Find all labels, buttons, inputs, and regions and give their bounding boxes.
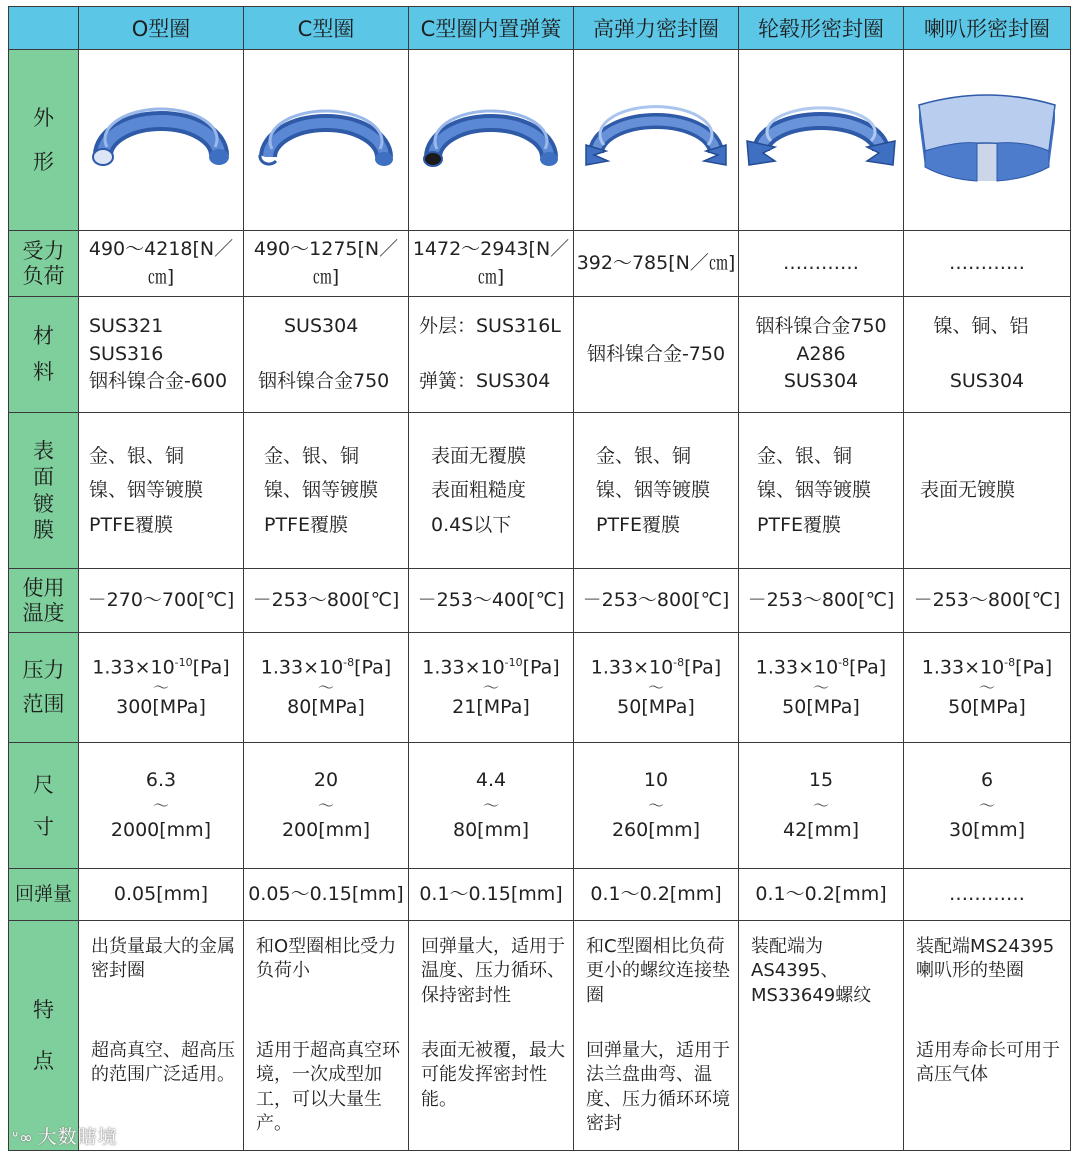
- pressure-cell: $1.33\times 10^{-10}[Pa]$ ～ 300[MPa]: [79, 633, 244, 743]
- material-cell: 外层：SUS316L 弹簧：SUS304: [409, 297, 574, 413]
- header-row: [9, 7, 1071, 50]
- feature-cell: 装配端MS24395喇叭形的垫圈 适用寿命长可用于高压气体: [904, 921, 1071, 1151]
- shape-flare-seal: [904, 50, 1071, 231]
- material-cell: 铟科镍合金750 A286 SUS304: [739, 297, 904, 413]
- o-ring-icon: [81, 85, 241, 195]
- coating-cell: 金、银、铜 镍、铟等镀膜 PTFE覆膜: [574, 413, 739, 569]
- col-flare-seal: 喇叭形密封圈: [904, 7, 1071, 50]
- rebound-cell: 0.05～0.15[mm]: [244, 869, 409, 921]
- watermark-logo-icon: ᐡ∞: [12, 1128, 34, 1147]
- coating-cell: 表面无镀膜: [904, 413, 1071, 569]
- size-cell: 6 ～ 30[mm]: [904, 743, 1071, 869]
- size-cell: 10 ～ 260[mm]: [574, 743, 739, 869]
- rowhead-temp: 使用 温度: [9, 569, 79, 633]
- rowhead-load: 受力 负荷: [9, 231, 79, 297]
- rowhead-feature: 特 点: [9, 921, 79, 1151]
- coating-cell: 金、银、铜 镍、铟等镀膜 PTFE覆膜: [244, 413, 409, 569]
- load-cell: 490～1275[N／㎝]: [244, 231, 409, 297]
- pressure-cell: $1.33\times 10^{-8}[Pa]$ ～ 50[MPa]: [739, 633, 904, 743]
- pressure-cell: $1.33\times 10^{-8}[Pa]$ ～ 50[MPa]: [574, 633, 739, 743]
- shape-high-elastic: [574, 50, 739, 231]
- pressure-cell: $1.33\times 10^{-10}[Pa]$ ～ 21[MPa]: [409, 633, 574, 743]
- c-ring-spring-icon: [411, 85, 571, 195]
- coating-cell: 金、银、铜 镍、铟等镀膜 PTFE覆膜: [739, 413, 904, 569]
- flare-seal-icon: [907, 85, 1067, 195]
- temp-cell: －253～400[℃]: [409, 569, 574, 633]
- pressure-cell: $1.33\times 10^{-8}[Pa]$ ～ 80[MPa]: [244, 633, 409, 743]
- rebound-cell: 0.1～0.2[mm]: [574, 869, 739, 921]
- row-size: [9, 743, 1071, 869]
- shape-o-ring: [79, 50, 244, 231]
- col-o-ring: O型圈: [79, 7, 244, 50]
- rowhead-rebound: 回弹量: [9, 869, 79, 921]
- feature-cell: 和O型圈相比受力负荷小 适用于超高真空环境，一次成型加工，可以大量生产。: [244, 921, 409, 1151]
- coating-cell: 金、银、铜 镍、铟等镀膜 PTFE覆膜: [79, 413, 244, 569]
- feature-cell: 回弹量大，适用于温度、压力循环、保持密封性 表面无被覆，最大可能发挥密封性能。: [409, 921, 574, 1151]
- coating-cell: 表面无覆膜 表面粗糙度 0.4S以下: [409, 413, 574, 569]
- load-cell: …………: [739, 231, 904, 297]
- material-cell: 铟科镍合金-750: [574, 297, 739, 413]
- col-hub-seal: 轮毂形密封圈: [739, 7, 904, 50]
- rowhead-size: 尺 寸: [9, 743, 79, 869]
- load-cell: 1472～2943[N／㎝]: [409, 231, 574, 297]
- col-c-ring-spring: C型圈内置弹簧: [409, 7, 574, 50]
- seal-spec-table: [8, 6, 1071, 1151]
- row-pressure: [9, 633, 1071, 743]
- row-shape: [9, 50, 1071, 231]
- pressure-cell: $1.33\times 10^{-8}[Pa]$ ～ 50[MPa]: [904, 633, 1071, 743]
- rebound-cell: 0.1～0.15[mm]: [409, 869, 574, 921]
- shape-hub-seal: [739, 50, 904, 231]
- shape-c-ring: [244, 50, 409, 231]
- high-elastic-seal-icon: [576, 85, 736, 195]
- load-cell: 490～4218[N／㎝]: [79, 231, 244, 297]
- row-temp: [9, 569, 1071, 633]
- material-cell: 镍、铜、铝 SUS304: [904, 297, 1071, 413]
- row-load: [9, 231, 1071, 297]
- temp-cell: －253～800[℃]: [574, 569, 739, 633]
- rebound-cell: 0.1～0.2[mm]: [739, 869, 904, 921]
- material-cell: SUS321 SUS316 铟科镍合金-600: [79, 297, 244, 413]
- col-c-ring: C型圈: [244, 7, 409, 50]
- shape-c-ring-spring: [409, 50, 574, 231]
- rowhead-material: 材 料: [9, 297, 79, 413]
- watermark: [12, 1122, 118, 1149]
- temp-cell: －270～700[℃]: [79, 569, 244, 633]
- material-cell: SUS304 铟科镍合金750: [244, 297, 409, 413]
- feature-cell: 出货量最大的金属密封圈 超高真空、超高压的范围广泛适用。: [79, 921, 244, 1151]
- temp-cell: －253～800[℃]: [244, 569, 409, 633]
- row-rebound: [9, 869, 1071, 921]
- feature-cell: 和C型圈相比负荷更小的螺纹连接垫圈 回弹量大，适用于法兰盘曲弯、温度、压力循环环境密封: [574, 921, 739, 1151]
- corner-cell: [9, 7, 79, 50]
- feature-cell: 装配端为AS4395、MS33649螺纹: [739, 921, 904, 1151]
- size-cell: 6.3 ～ 2000[mm]: [79, 743, 244, 869]
- size-cell: 15 ～ 42[mm]: [739, 743, 904, 869]
- rebound-cell: …………: [904, 869, 1071, 921]
- row-feature: [9, 921, 1071, 1151]
- size-cell: 4.4 ～ 80[mm]: [409, 743, 574, 869]
- row-coating: [9, 413, 1071, 569]
- row-material: [9, 297, 1071, 413]
- c-ring-icon: [246, 85, 406, 195]
- temp-cell: －253～800[℃]: [904, 569, 1071, 633]
- col-high-elastic: 高弹力密封圈: [574, 7, 739, 50]
- load-cell: 392～785[N／㎝]: [574, 231, 739, 297]
- size-cell: 20 ～ 200[mm]: [244, 743, 409, 869]
- temp-cell: －253～800[℃]: [739, 569, 904, 633]
- rebound-cell: 0.05[mm]: [79, 869, 244, 921]
- load-cell: …………: [904, 231, 1071, 297]
- rowhead-shape: 外 形: [9, 50, 79, 231]
- hub-seal-icon: [741, 85, 901, 195]
- rowhead-pressure: 压力 范围: [9, 633, 79, 743]
- rowhead-coating: 表 面 镀 膜: [9, 413, 79, 569]
- watermark-text: 大数瞎境: [37, 1126, 118, 1148]
